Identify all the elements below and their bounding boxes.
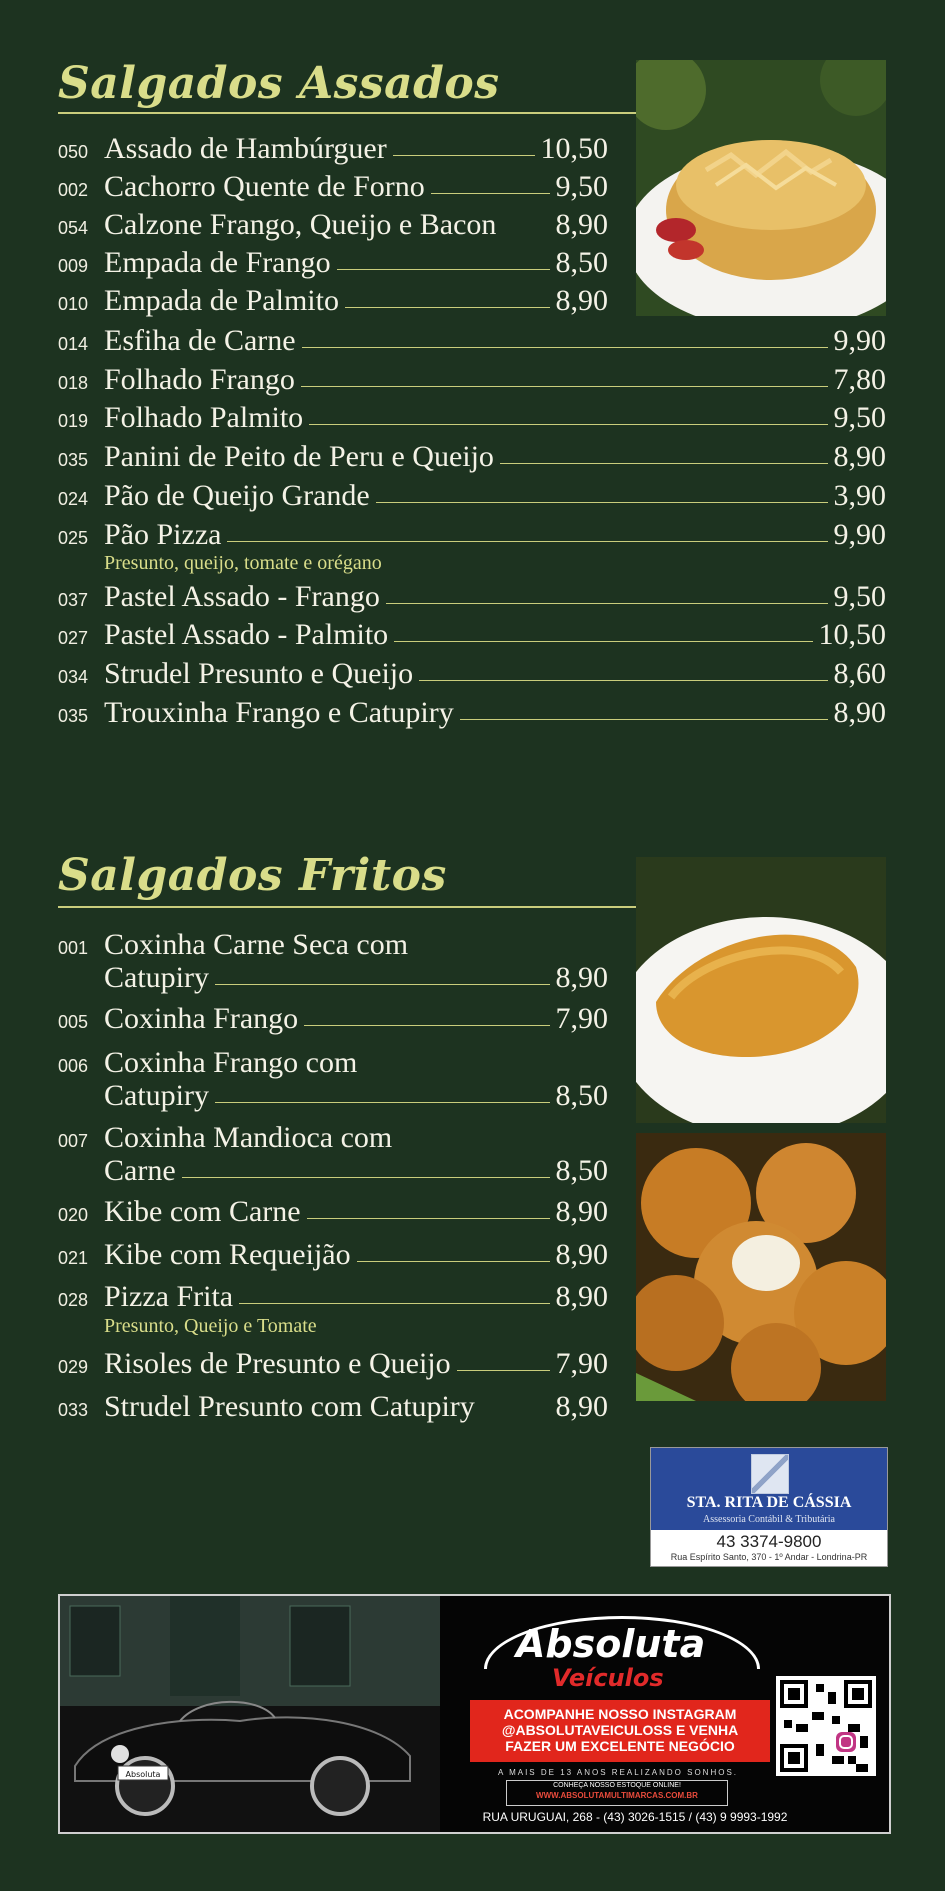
menu-item-line1: [58, 928, 608, 962]
item-name: Cachorro Quente de Forno: [104, 170, 425, 203]
item-name: Panini de Peito de Peru e Queijo: [104, 440, 494, 473]
car-plate: Absoluta: [125, 1770, 161, 1779]
dot-leader: [309, 424, 827, 425]
item-price: 8,90: [555, 208, 608, 241]
item-price: 8,90: [555, 1238, 608, 1271]
item-code: 033: [58, 1400, 89, 1420]
item-name: Carne: [104, 1154, 176, 1187]
menu-item: [58, 1347, 608, 1381]
photo-fried-snacks: [636, 1133, 886, 1401]
dot-leader: [502, 231, 549, 232]
item-code: 005: [58, 1012, 89, 1032]
dot-leader: [345, 307, 550, 308]
qr-code-icon[interactable]: [776, 1676, 876, 1776]
ad-company-name: STA. RITA DE CÁSSIA: [686, 1494, 852, 1511]
item-code: 019: [58, 411, 89, 431]
item-name: Risoles de Presunto e Queijo: [104, 1347, 451, 1380]
menu-item: [58, 132, 608, 166]
dot-leader: [393, 155, 535, 156]
title-rule: [58, 112, 638, 114]
item-price: 8,50: [555, 246, 608, 279]
item-price: 10,50: [818, 618, 886, 651]
menu-item: [58, 518, 886, 552]
dot-leader: [215, 984, 550, 985]
item-code: 025: [58, 528, 89, 548]
item-name: Strudel Presunto com Catupiry: [104, 1390, 475, 1423]
dot-leader: [460, 719, 828, 720]
menu-item: [58, 208, 608, 242]
item-code: 009: [58, 256, 89, 276]
title-rule: [58, 906, 638, 908]
item-price: 8,60: [833, 657, 886, 690]
item-name: Strudel Presunto e Queijo: [104, 657, 414, 690]
item-code: 006: [58, 1056, 89, 1076]
section-title-fritos: Salgados Fritos: [58, 850, 447, 901]
item-price: 3,90: [833, 479, 886, 512]
dealer-url[interactable]: WWW.ABSOLUTAMULTIMARCAS.COM.BR: [536, 1791, 698, 1800]
item-name: Pastel Assado - Palmito: [104, 618, 389, 651]
item-code: 035: [58, 706, 89, 726]
item-price: 8,50: [555, 1079, 608, 1112]
menu-item: [58, 479, 886, 513]
stock-label: CONHEÇA NOSSO ESTOQUE ONLINE!: [553, 1782, 681, 1789]
item-code: 020: [58, 1205, 89, 1225]
classic-car-image: [60, 1596, 440, 1832]
item-description: Presunto, queijo, tomate e orégano: [104, 552, 382, 574]
menu-item: [58, 618, 886, 652]
dot-leader: [307, 1218, 550, 1219]
menu-item: [58, 961, 608, 995]
item-code: 024: [58, 489, 89, 509]
item-name: Assado de Hambúrguer: [104, 132, 387, 165]
menu-item-line1: [58, 1046, 608, 1080]
dot-leader: [182, 1177, 550, 1178]
dealer-brand-sub: Veículos: [552, 1664, 664, 1692]
menu-item: [58, 657, 886, 691]
item-price: 9,50: [555, 170, 608, 203]
item-code: 054: [58, 218, 89, 238]
item-price: 8,90: [555, 284, 608, 317]
dot-leader: [215, 1102, 550, 1103]
dot-leader: [337, 269, 550, 270]
ad-phone: 43 3374-9800: [716, 1532, 822, 1551]
dealer-logo: [480, 1616, 770, 1694]
item-price: 9,50: [833, 580, 886, 613]
menu-item: [58, 1154, 608, 1188]
ad-car-dealer-banner[interactable]: [58, 1594, 891, 1834]
dealer-tagline: A MAIS DE 13 ANOS REALIZANDO SONHOS.: [497, 1768, 739, 1777]
item-code: 007: [58, 1131, 89, 1151]
ad-header: [651, 1448, 887, 1530]
item-code: 029: [58, 1357, 89, 1377]
item-code: 034: [58, 667, 89, 687]
dot-leader: [431, 193, 550, 194]
menu-item-line1: [58, 1121, 608, 1155]
ad-company-subtitle: Assessoria Contábil & Tributária: [703, 1514, 835, 1525]
dot-leader: [239, 1303, 549, 1304]
dot-leader: [304, 1025, 549, 1026]
item-name: Catupiry: [104, 961, 209, 994]
item-description: Presunto, Queijo e Tomate: [104, 1315, 317, 1337]
menu-item: [58, 246, 608, 280]
item-price: 8,90: [833, 696, 886, 729]
menu-item: [58, 363, 886, 397]
dealer-brand: Absoluta: [516, 1622, 706, 1666]
ad-accounting[interactable]: [650, 1447, 888, 1567]
menu-item: [58, 324, 886, 358]
cta-line: ACOMPANHE NOSSO INSTAGRAM: [503, 1706, 737, 1722]
dot-leader: [457, 1370, 550, 1371]
menu-item: [58, 1002, 608, 1036]
item-name: Empada de Frango: [104, 246, 331, 279]
dealer-address: RUA URUGUAI, 268 - (43) 3026-1515 / (43) 9 9993-1992: [482, 1810, 788, 1824]
item-name: Pastel Assado - Frango: [104, 580, 380, 613]
item-code: 027: [58, 628, 89, 648]
item-price: 7,80: [833, 363, 886, 396]
item-name: Pizza Frita: [104, 1280, 234, 1313]
item-price: 7,90: [555, 1002, 608, 1035]
item-name: Trouxinha Frango e Catupiry: [104, 696, 454, 729]
item-price: 8,90: [555, 1280, 608, 1313]
menu-item: [58, 696, 886, 730]
item-name: Esfiha de Carne: [104, 324, 296, 357]
item-name: Pão Pizza: [104, 518, 222, 551]
dot-leader: [394, 641, 812, 642]
item-name-line1: Coxinha Frango com: [104, 1046, 358, 1079]
cta-line: FAZER UM EXCELENTE NEGÓCIO: [505, 1738, 735, 1754]
item-name: Kibe com Carne: [104, 1195, 301, 1228]
item-name: Catupiry: [104, 1079, 209, 1112]
item-price: 8,50: [555, 1154, 608, 1187]
item-name: Folhado Frango: [104, 363, 295, 396]
menu-item: [58, 1238, 608, 1272]
item-name: Calzone Frango, Queijo e Bacon: [104, 208, 497, 241]
menu-item: [58, 1079, 608, 1113]
dot-leader: [376, 502, 828, 503]
photo-baked-snack: [636, 60, 886, 316]
item-price: 8,90: [555, 1195, 608, 1228]
item-price: 9,90: [833, 324, 886, 357]
menu-item: [58, 1390, 608, 1424]
dot-leader: [481, 1413, 550, 1414]
item-code: 014: [58, 334, 89, 354]
item-name: Kibe com Requeijão: [104, 1238, 351, 1271]
item-price: 9,90: [833, 518, 886, 551]
instagram-cta: [470, 1700, 770, 1762]
item-price: 10,50: [540, 132, 608, 165]
menu-item: [58, 440, 886, 474]
dot-leader: [357, 1261, 550, 1262]
section-title-assados: Salgados Assados: [58, 58, 500, 109]
item-price: 8,90: [555, 1390, 608, 1423]
dot-leader: [500, 463, 828, 464]
dot-leader: [301, 386, 828, 387]
accounting-logo-icon: [751, 1454, 789, 1494]
cta-line: @ABSOLUTAVEICULOSS E VENHA: [501, 1722, 739, 1738]
item-code: 050: [58, 142, 89, 162]
photo-coxinha: [636, 857, 886, 1123]
item-code: 001: [58, 938, 89, 958]
item-code: 018: [58, 373, 89, 393]
item-price: 8,90: [555, 961, 608, 994]
item-code: 021: [58, 1248, 89, 1268]
item-name-line1: Coxinha Mandioca com: [104, 1121, 393, 1154]
item-code: 035: [58, 450, 89, 470]
menu-item: [58, 284, 608, 318]
dot-leader: [386, 603, 828, 604]
item-name: Pão de Queijo Grande: [104, 479, 370, 512]
item-code: 010: [58, 294, 89, 314]
menu-item: [58, 1195, 608, 1229]
menu-item: [58, 1280, 608, 1314]
item-name: Empada de Palmito: [104, 284, 339, 317]
menu-item: [58, 170, 608, 204]
menu-item: [58, 580, 886, 614]
item-name: Folhado Palmito: [104, 401, 304, 434]
item-code: 037: [58, 590, 89, 610]
menu-item: [58, 401, 886, 435]
item-code: 028: [58, 1290, 89, 1310]
dot-leader: [227, 541, 827, 542]
stock-online-box[interactable]: [506, 1780, 728, 1806]
item-price: 9,50: [833, 401, 886, 434]
ad-address: Rua Espírito Santo, 370 - 1º Andar - Londrina-PR: [670, 1552, 868, 1562]
dot-leader: [302, 347, 828, 348]
item-price: 7,90: [555, 1347, 608, 1380]
item-price: 8,90: [833, 440, 886, 473]
dot-leader: [419, 680, 827, 681]
item-name-line1: Coxinha Carne Seca com: [104, 928, 409, 961]
item-name: Coxinha Frango: [104, 1002, 299, 1035]
item-code: 002: [58, 180, 89, 200]
